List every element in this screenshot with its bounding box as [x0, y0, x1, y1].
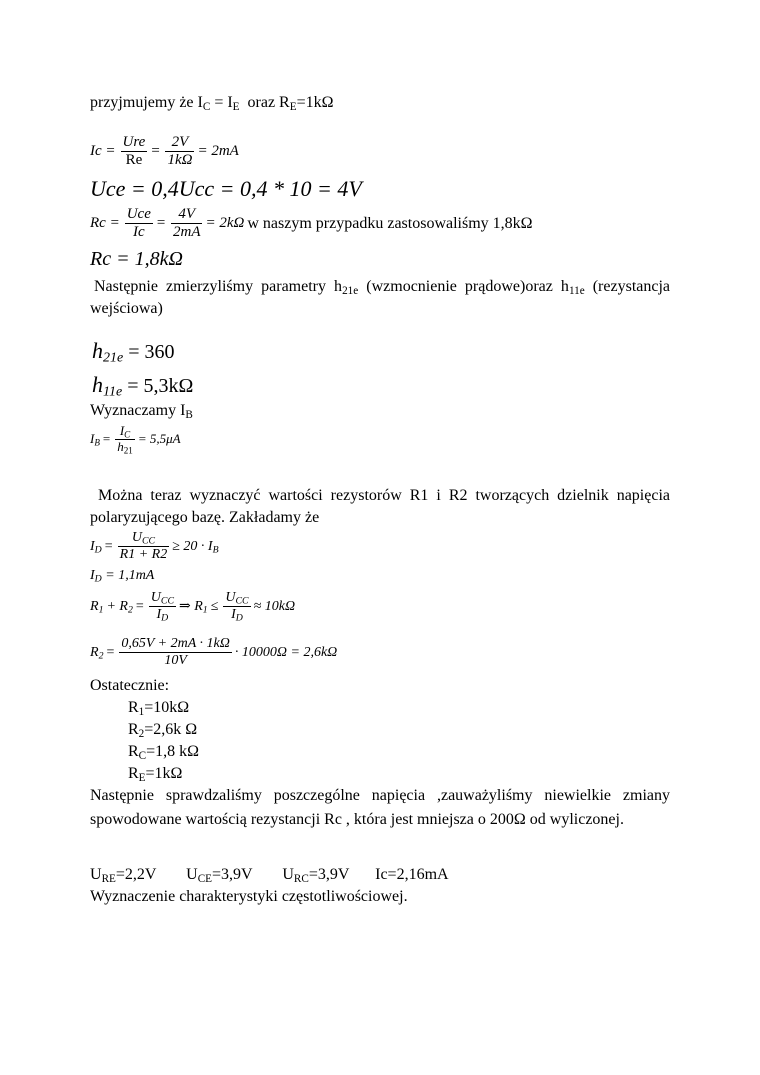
fraction: $\frac{I_C}{h_{21}}$ — [117, 423, 133, 456]
fraction: $\frac{2V}{1k\Omega}$ — [167, 134, 193, 169]
formula-r2: $R_2$ = $\frac{0,65V + 2mA \cdot 1k\Omega}{10V}$ · 10000Ω = 2,6kΩ — [90, 636, 338, 669]
formula-rc-value: Rc = 1,8kΩ — [90, 248, 183, 270]
fraction: $\frac{0,65V + 2mA \cdot 1k\Omega}{10V}$ — [121, 636, 230, 669]
formula-ic: Ic = $\frac{\text{Ure}}{Re}$ = $\frac{2V}{1k\Omega}$ = 2mA — [90, 134, 239, 169]
measurement-ic: Ic=2,16mA — [375, 866, 449, 883]
fraction: $\frac{\text{Ure}}{Re}$ — [122, 134, 146, 169]
fraction: $\frac{U_{CC}}{I_D}$ — [150, 590, 174, 624]
fraction: $\frac{U_{CC}}{I_D}$ — [225, 590, 249, 624]
formula-rc: Rc = $\frac{\text{Uce}}{Ic}$ = $\frac{4V}{2mA}$ = 2kΩ w naszym przypadku zastosowaliśmy 1,8kΩ — [90, 206, 533, 241]
formula-id-condition: $I_D$ = $\frac{U_{CC}}{R1 + R2}$ ≥ $20 \cdot I_B$ — [90, 530, 219, 563]
fraction: $\frac{4V}{2mA}$ — [172, 206, 201, 241]
params-paragraph: Następnie zmierzyliśmy parametry $h_{21e}$ (wzmocnienie prądowe)oraz $h_{11e}$ (rezystancja wejściowa) — [90, 278, 671, 317]
result-item: $R_C=1,8$ kΩ — [128, 743, 200, 762]
formula-id-value: $I_D = 1,1mA$ — [90, 568, 155, 585]
formula-h21e: $h_{21e} = 360$ — [92, 338, 175, 366]
result-item: $R_E=1k\Omega$ — [128, 765, 183, 784]
divider-paragraph: Można teraz wyznaczyć wartości rezystorów R1 i R2 tworzących dzielnik napięcia polaryzującego bazę. Zakładamy że — [90, 487, 670, 526]
changes-paragraph: Następnie sprawdzaliśmy poszczególne napięcia ,zauważyliśmy niewielkie zmiany spowodowane wartością rezystancji Rc , która jest mniejsza o 200Ω od wyliczonej. — [90, 787, 670, 828]
ib-heading: Wyznaczamy $I_B$ — [90, 402, 193, 421]
measurements-line — [90, 866, 449, 884]
measurement-uce: $U_{CE}=3,9V$ — [186, 866, 253, 885]
fraction: $\frac{U_{CC}}{R1 + R2}$ — [119, 530, 168, 563]
fraction: $\frac{\text{Uce}}{Ic}$ — [126, 206, 151, 241]
intro-line: przyjmujemy że $I_C = I_E$ oraz $R_E=1k\Omega$ — [90, 94, 334, 113]
measurement-urc: $U_{RC}=3,9V$ — [282, 866, 350, 885]
result-item: $R_2=2,6k$ Ω — [128, 721, 198, 740]
measurement-ure: $U_{RE}=2,2V$ — [90, 866, 157, 885]
formula-ib: $I_B$ = $\frac{I_C}{h_{21}}$ = 5,5μA — [90, 423, 181, 456]
result-item: $R_1=10k\Omega$ — [128, 699, 190, 718]
formula-h11e: $h_{11e} = 5,3k\Omega$ — [92, 372, 194, 400]
formula-r1-r2: $R_1$ + $R_2$ = $\frac{U_{CC}}{I_D}$ ⇒ $R_1$ ≤ $\frac{U_{CC}}{I_D}$ ≈ 10kΩ — [90, 590, 296, 624]
formula-uce: Uce = 0,4Ucc = 0,4 * 10 = 4V — [90, 176, 362, 201]
results-heading: Ostatecznie: — [90, 677, 170, 694]
final-heading: Wyznaczenie charakterystyki częstotliwościowej. — [90, 888, 408, 905]
